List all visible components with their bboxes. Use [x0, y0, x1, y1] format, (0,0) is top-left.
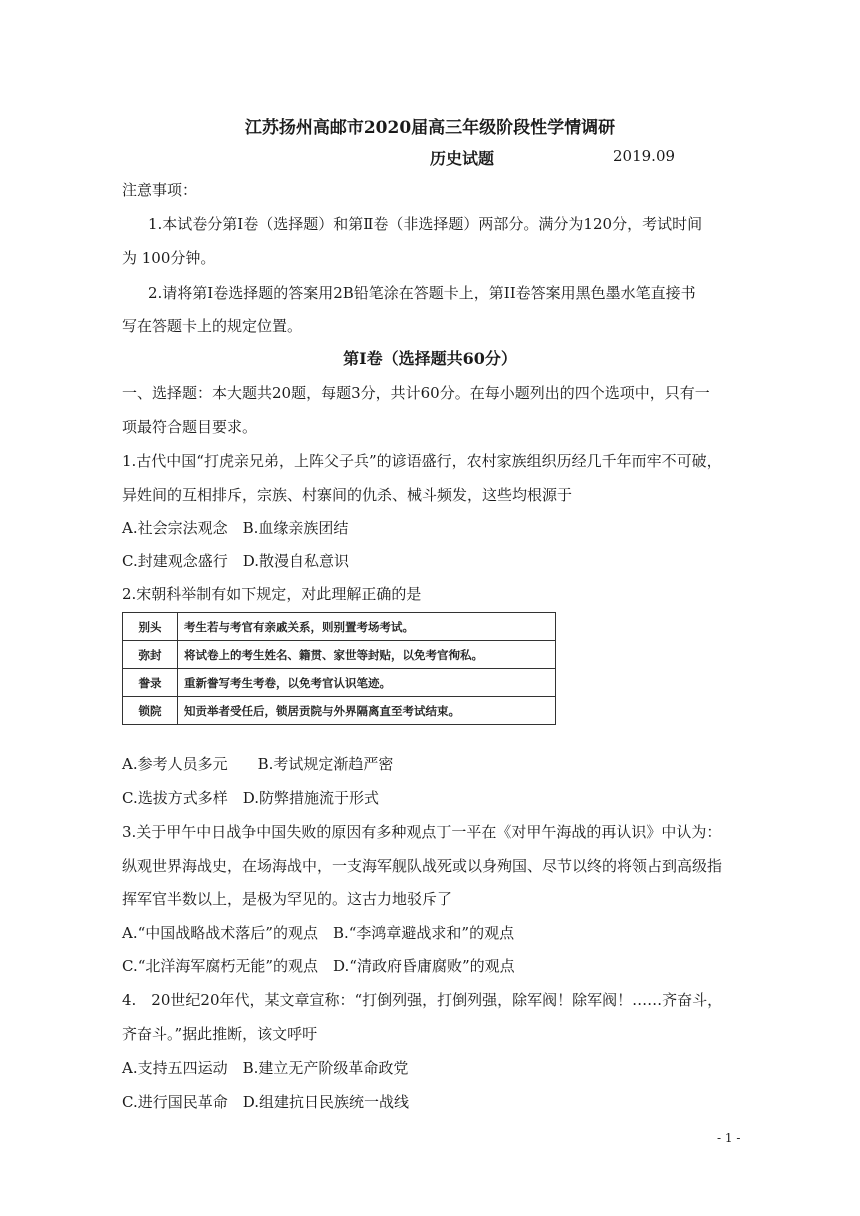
question-2-options-row-1: A.参考人员多元 B.考试规定渐趋严密 — [122, 755, 394, 773]
question-2-options-row-2: C.选拔方式多样 D.防弊措施流于形式 — [122, 789, 379, 807]
notice-item-2-line-2: 写在答题卡上的规定位置。 — [122, 317, 303, 335]
notice-item-1-line-2: 为 100分钟。 — [122, 249, 216, 267]
table-row — [123, 613, 556, 641]
page-number: - 1 - — [717, 1131, 741, 1145]
question-2-stem: 2.宋朝科举制有如下规定，对此理解正确的是 — [122, 585, 422, 603]
table-row — [123, 641, 556, 669]
table-row — [123, 669, 556, 697]
rule-description: 考生若与考官有亲戚关系，则别置考场考试。 — [178, 613, 556, 641]
question-1-stem-line-1: 1.古代中国“打虎亲兄弟，上阵父子兵”的谚语盛行，农村家族组织历经几千年而牢不可破， — [122, 452, 722, 470]
rule-term: 誊录 — [123, 669, 178, 697]
question-3-stem-line-2: 纵观世界海战史，在场海战中，一支海军舰队战死或以身殉国、尽节以终的将领占到高级指 — [122, 857, 723, 875]
rule-description: 知贡举者受任后，锁居贡院与外界隔离直至考试结束。 — [178, 697, 556, 725]
question-4-options-row-1: A.支持五四运动 B.建立无产阶级革命政党 — [122, 1059, 409, 1077]
question-1-options-row-2: C.封建观念盛行 D.散漫自私意识 — [122, 552, 349, 570]
section-instruction-line-2: 项最符合题目要求。 — [122, 418, 258, 436]
question-3-stem-line-3: 挥军官半数以上，是极为罕见的。这古力地驳斥了 — [122, 890, 453, 908]
exam-subject: 历史试题 — [430, 149, 495, 168]
rule-term: 别头 — [123, 613, 178, 641]
question-3-options-row-2: C.“北洋海军腐朽无能”的观点 D.“清政府昏庸腐败”的观点 — [122, 957, 515, 975]
rule-description: 将试卷上的考生姓名、籍贯、家世等封贴，以免考官徇私。 — [178, 641, 556, 669]
rule-term: 锁院 — [123, 697, 178, 725]
rule-term: 弥封 — [123, 641, 178, 669]
rule-description: 重新誊写考生考卷，以免考官认识笔迹。 — [178, 669, 556, 697]
section-title: 第Ⅰ卷（选择题共60分） — [343, 349, 517, 368]
question-4-options-row-2: C.进行国民革命 D.组建抗日民族统一战线 — [122, 1093, 409, 1111]
notice-item-1-line-1: 1.本试卷分第Ⅰ卷（选择题）和第Ⅱ卷（非选择题）两部分。满分为120分，考试时间 — [148, 215, 703, 233]
notice-heading: 注意事项： — [122, 181, 198, 199]
question-1-options-row-1: A.社会宗法观念 B.血缘亲族团结 — [122, 519, 349, 537]
question-4-stem-line-2: 齐奋斗。”据此推断，该文呼吁 — [122, 1025, 318, 1043]
exam-title: 江苏扬州高邮市2020届高三年级阶段性学情调研 — [244, 118, 616, 138]
notice-item-2-line-1: 2.请将第Ⅰ卷选择题的答案用2B铅笔涂在答题卡上，第II卷答案用黑色墨水笔直接书 — [148, 284, 696, 302]
question-3-options-row-1: A.“中国战略战术落后”的观点 B.“李鸿章避战求和”的观点 — [122, 924, 515, 942]
question-4-stem-line-1: 4. 20世纪20年代，某文章宣称：“打倒列强，打倒列强，除军阀！除军阀！……齐奋斗， — [122, 991, 723, 1009]
section-instruction-line-1: 一、选择题：本大题共20题，每题3分，共计60分。在每小题列出的四个选项中，只有一 — [122, 384, 710, 402]
song-exam-rules-table — [122, 612, 556, 725]
exam-date: 2019.09 — [613, 147, 676, 165]
question-3-stem-line-1: 3.关于甲午中日战争中国失败的原因有多种观点丁一平在《对甲午海战的再认识》中认为： — [122, 823, 722, 841]
table-row — [123, 697, 556, 725]
question-1-stem-line-2: 异姓间的互相排斥，宗族、村寨间的仇杀、械斗频发，这些均根源于 — [122, 486, 573, 504]
